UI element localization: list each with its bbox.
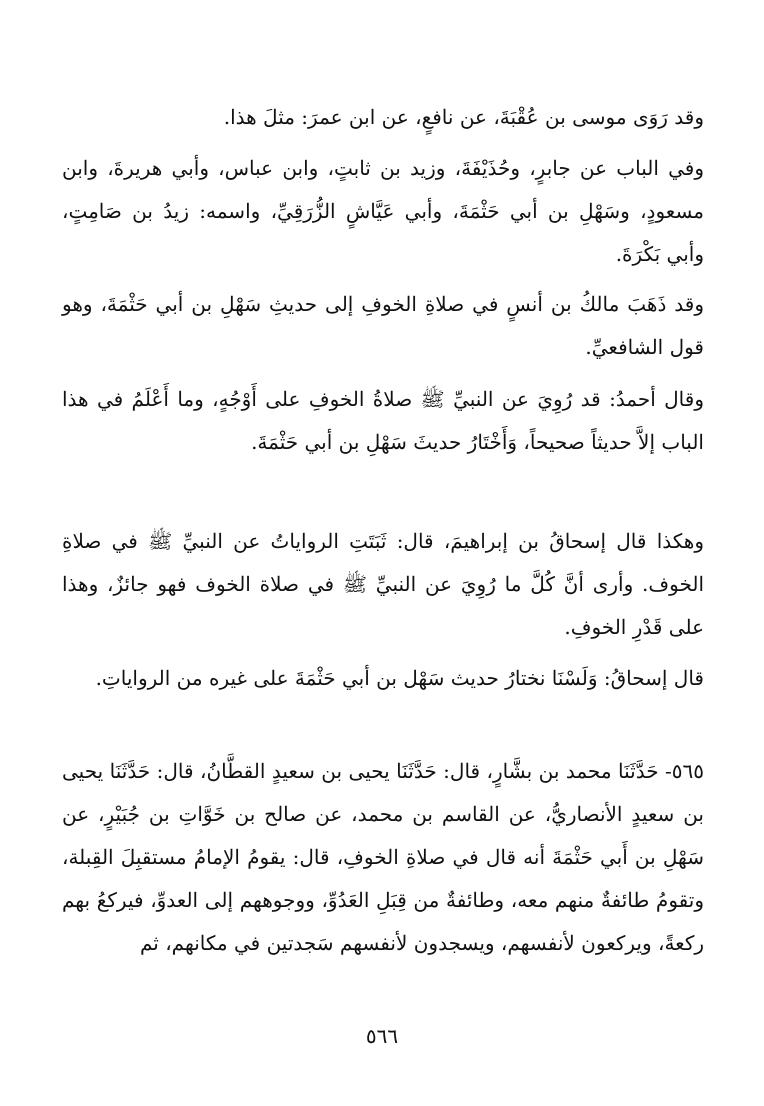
page-number: ٥٦٦ — [365, 1024, 399, 1048]
paragraph-bab-sources: وفي الباب عن جابرٍ، وحُذَيْفَةَ، وزيد بن ثابتٍ، وابن عباس، وأبي هريرةَ، وابن مسعودٍ، وسَهْلِ بن أبي حَثْمَةَ، وأبي عَيَّاشٍ الزُّرَقِيِّ، واسمه: زيدُ بن صَامِتٍ، وأبي بَكْرَةَ. — [62, 156, 704, 266]
paragraph-hadith-565: ٥٦٥- حَدَّثَنَا محمد بن بشَّارٍ، قال: حَدَّثَنَا يحيى بن سعيدٍ القطَّانُ، قال: حَدَّثَنَا يحيى بن سعيدٍ الأنصاريُّ، عن القاسم بن محمد، عن صالح بن خَوَّاتِ بن جُبَيْرٍ، عن سَهْلِ بن أَبي حَثْمَةَ أنه قال في صلاةِ الخوفِ، قال: يقومُ الإمامُ مستقبِلَ القِبلة، وتقومُ طائفةٌ منهم معه، وطائفةٌ من قِبَلِ العَدُوِّ، ووجوههم إلى العدوِّ، فيركعُ بهم ركعةً، ويركعون لأنفسهم، ويسجدون لأنفسهم سَجدتين في مكانهم، ثم — [62, 759, 704, 955]
paragraph-ahmad-opinion: وقال أحمدُ: قد رُوِيَ عن النبيِّ ﷺ صلاةُ الخوفِ على أَوْجُهٍ، وما أَعْلَمُ في هذا الباب إلاَّ حديثاً صحيحاً، وَأَخْتَارُ حديثَ سَهْلِ بن أبي حَثْمَةَ. — [62, 387, 704, 454]
paragraph-narration-musa: وقد رَوَى موسى بن عُقْبَةَ، عن نافعٍ، عن ابن عمرَ: مثلَ هذا. — [223, 105, 704, 129]
paragraph-ishaq-choice: قال إسحاقُ: وَلَسْنَا نختارُ حديث سَهْل بن أبي حَثْمَةَ على غيره من الرواياتِ. — [95, 666, 704, 690]
paragraph-malik-opinion: وقد ذَهَبَ مالكُ بن أنسٍ في صلاةِ الخوفِ إلى حديثِ سَهْلِ بن أبي حَثْمَةَ، وهو قول الشافعيِّ. — [62, 292, 704, 359]
paragraph-ishaq-ibrahim: وهكذا قال إسحاقُ بن إبراهيمَ، قال: ثَبَتَتِ الرواياتُ عن النبيِّ ﷺ في صلاةِ الخوف. وأرى أنَّ كُلَّ ما رُوِيَ عن النبيِّ ﷺ في صلاة الخوف فهو جائزٌ، وهذا على قَدْرِ الخوفِ. — [62, 529, 705, 639]
